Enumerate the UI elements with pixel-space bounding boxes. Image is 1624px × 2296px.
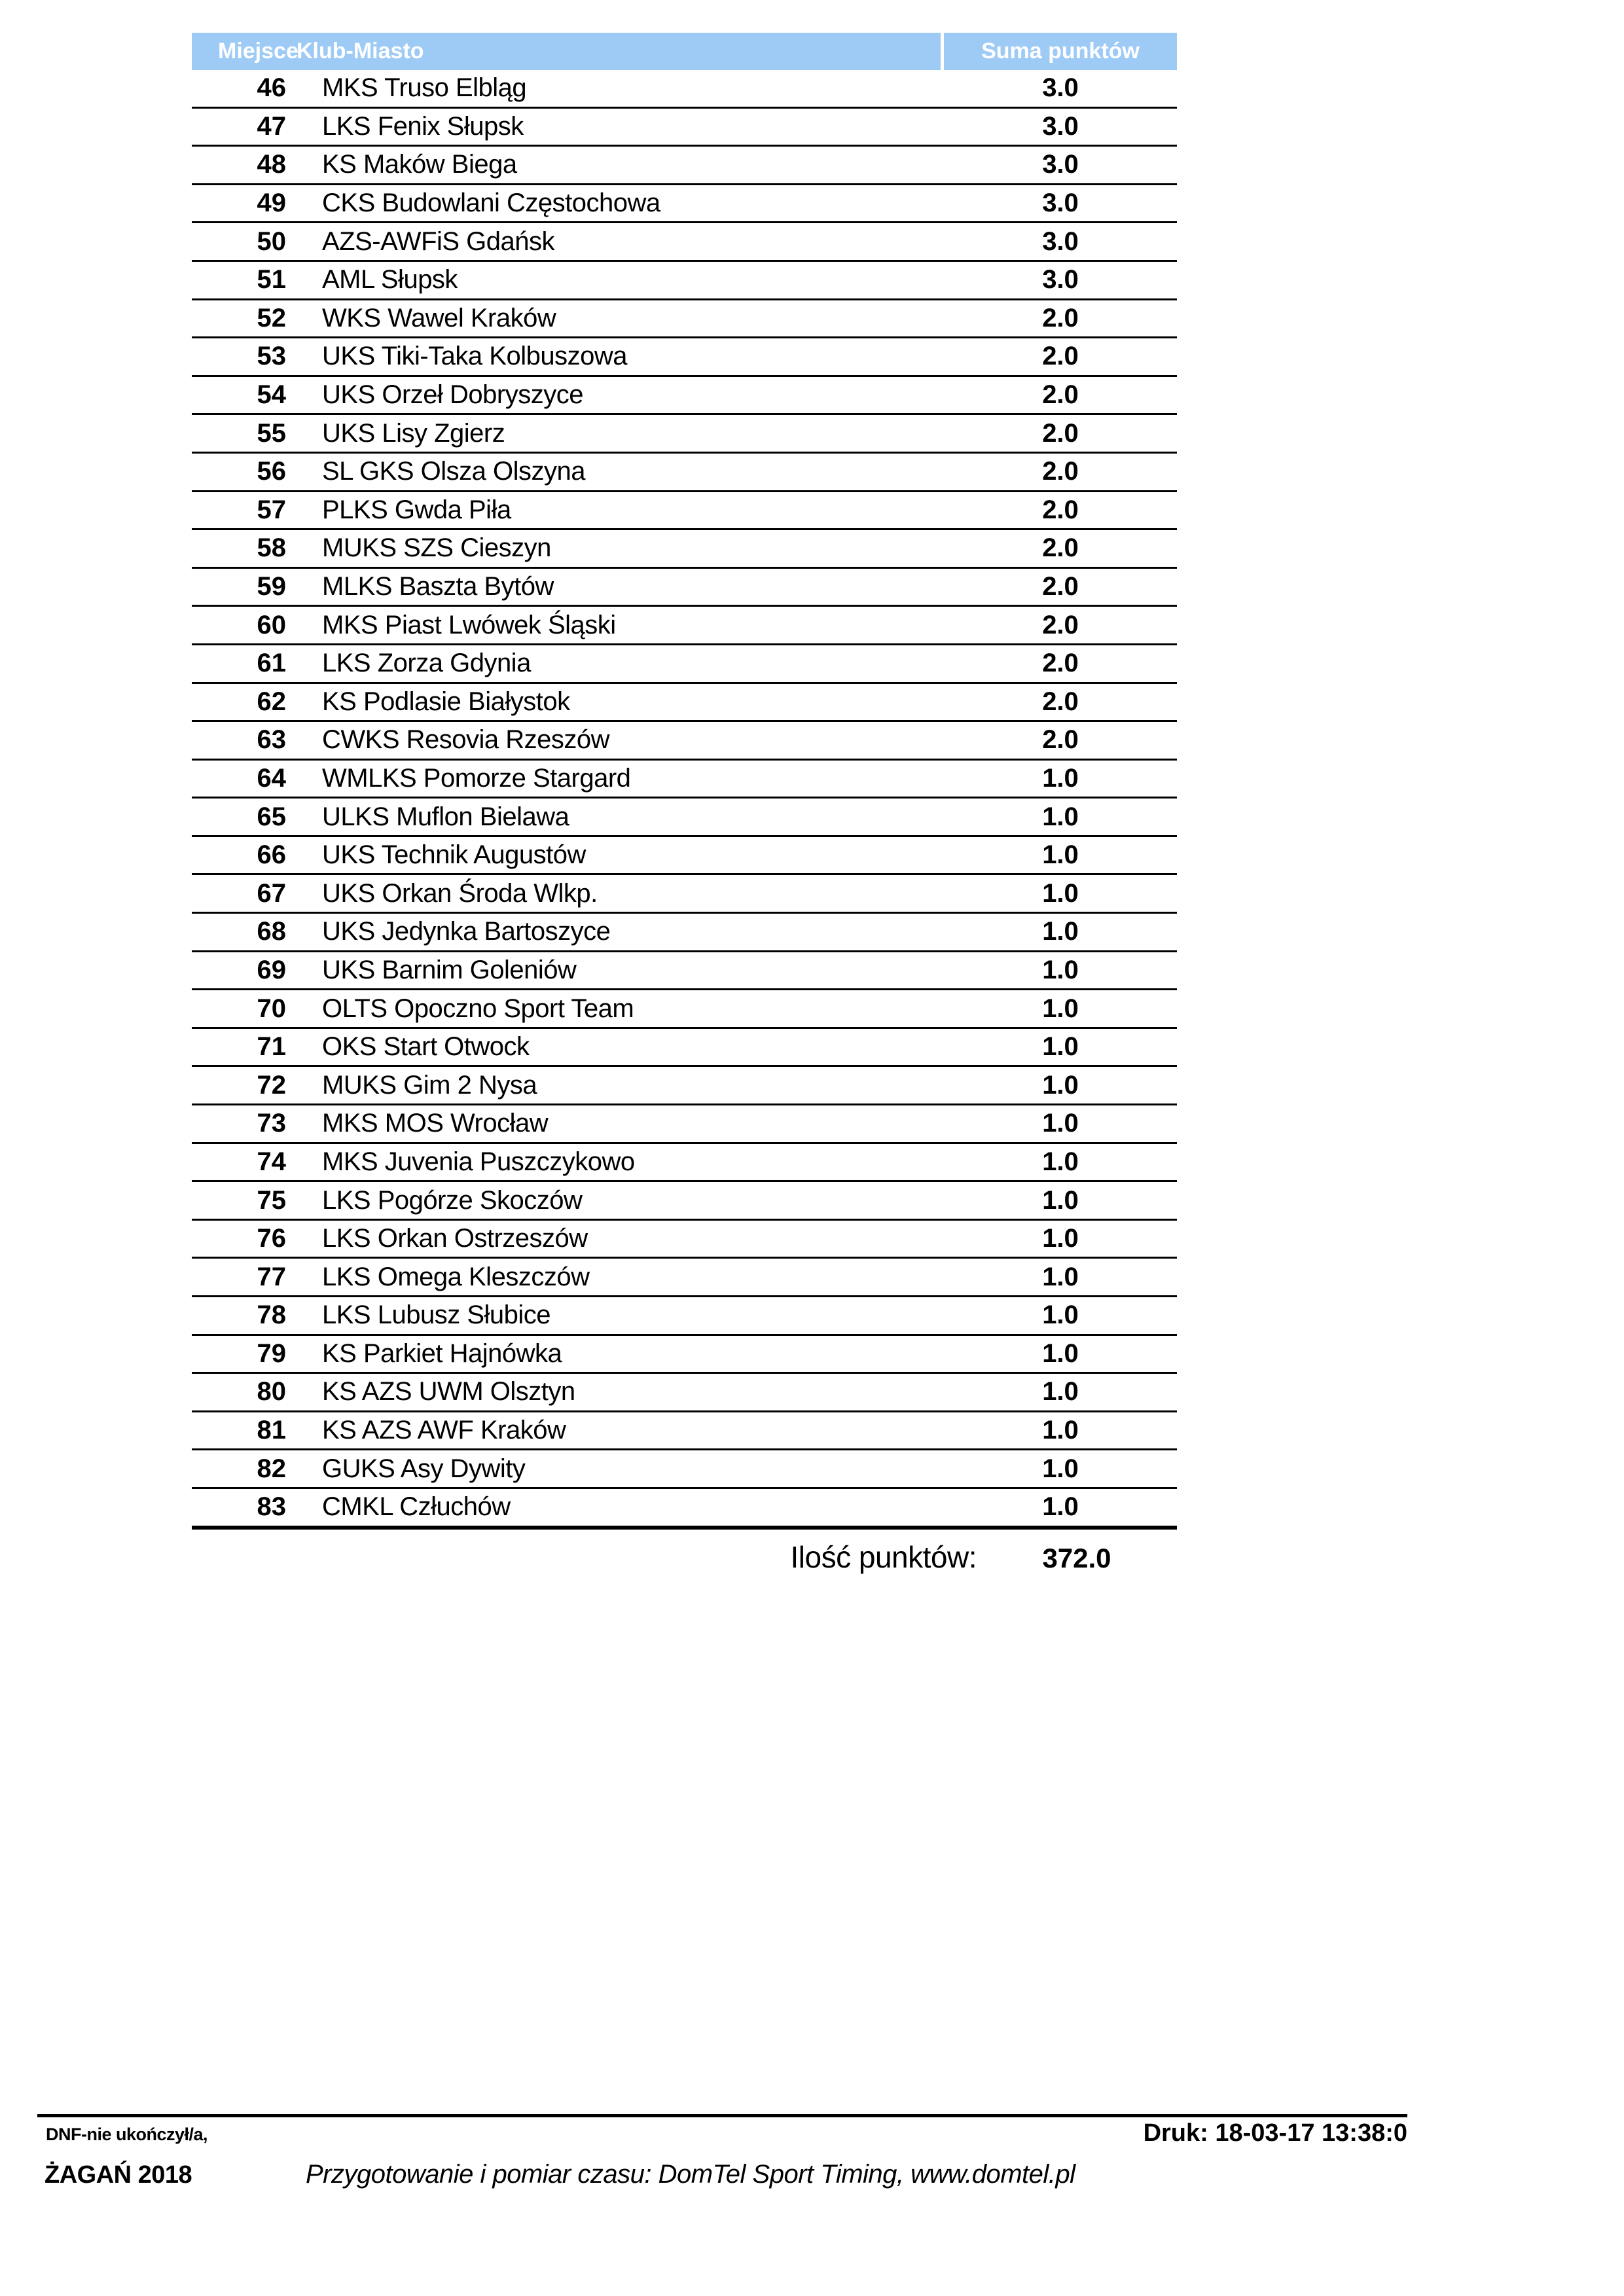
- cell-club: KS Podlasie Białystok: [322, 687, 570, 716]
- cell-points: 1.0: [1042, 802, 1079, 831]
- cell-points: 3.0: [1042, 73, 1079, 103]
- table-row: [192, 1336, 1177, 1374]
- table-row: [192, 645, 1177, 684]
- table-row: [192, 70, 1177, 109]
- cell-place: 63: [257, 725, 286, 755]
- table-row: [192, 185, 1177, 224]
- cell-place: 54: [257, 380, 286, 410]
- cell-club: MKS Truso Elbląg: [322, 73, 527, 103]
- cell-points: 2.0: [1042, 380, 1079, 410]
- cell-place: 59: [257, 572, 286, 601]
- cell-place: 70: [257, 994, 286, 1023]
- cell-place: 58: [257, 533, 286, 563]
- cell-points: 2.0: [1042, 457, 1079, 486]
- timing-credit: Przygotowanie i pomiar czasu: DomTel Sport Timing, www.domtel.pl: [306, 2160, 1075, 2189]
- event-name: ŻAGAŃ 2018: [45, 2161, 192, 2189]
- cell-points: 1.0: [1042, 1070, 1079, 1100]
- cell-club: LKS Fenix Słupsk: [322, 111, 524, 141]
- header-club: Klub-Miasto: [297, 39, 424, 63]
- cell-place: 56: [257, 457, 286, 486]
- cell-place: 49: [257, 188, 286, 218]
- cell-points: 2.0: [1042, 533, 1079, 563]
- cell-place: 69: [257, 955, 286, 984]
- table-row: [192, 761, 1177, 799]
- table-row: [192, 607, 1177, 645]
- cell-points: 1.0: [1042, 878, 1079, 908]
- cell-club: AZS-AWFiS Gdańsk: [322, 226, 555, 256]
- table-row: [192, 798, 1177, 837]
- table-row: [192, 1297, 1177, 1336]
- cell-points: 1.0: [1042, 1185, 1079, 1215]
- cell-club: MKS Piast Lwówek Śląski: [322, 610, 616, 639]
- cell-points: 1.0: [1042, 1454, 1079, 1483]
- cell-club: CKS Budowlani Częstochowa: [322, 188, 660, 218]
- cell-place: 67: [257, 878, 286, 908]
- cell-points: 1.0: [1042, 955, 1079, 984]
- table-row: [192, 1412, 1177, 1451]
- cell-place: 73: [257, 1109, 286, 1138]
- cell-points: 2.0: [1042, 303, 1079, 332]
- cell-place: 83: [257, 1492, 286, 1522]
- cell-points: 3.0: [1042, 111, 1079, 141]
- cell-club: UKS Technik Augustów: [322, 840, 586, 870]
- table-row: [192, 722, 1177, 761]
- cell-club: UKS Jedynka Bartoszyce: [322, 917, 611, 946]
- table-row: [192, 1182, 1177, 1221]
- footer-divider: [37, 2114, 1407, 2117]
- cell-club: OKS Start Otwock: [322, 1032, 530, 1062]
- cell-club: UKS Orzeł Dobryszyce: [322, 380, 583, 410]
- cell-points: 1.0: [1042, 1416, 1079, 1445]
- cell-club: UKS Tiki-Taka Kolbuszowa: [322, 342, 627, 371]
- cell-place: 52: [257, 303, 286, 332]
- cell-club: ULKS Muflon Bielawa: [322, 802, 569, 831]
- table-row: [192, 300, 1177, 339]
- cell-place: 60: [257, 610, 286, 639]
- cell-points: 2.0: [1042, 495, 1079, 524]
- table-row: [192, 1067, 1177, 1105]
- table-row: [192, 223, 1177, 262]
- cell-place: 48: [257, 150, 286, 179]
- cell-place: 79: [257, 1338, 286, 1368]
- cell-club: OLTS Opoczno Sport Team: [322, 994, 634, 1023]
- table-row: [192, 1450, 1177, 1489]
- points-summary: [192, 1539, 1177, 1575]
- cell-place: 77: [257, 1262, 286, 1291]
- table-row: [192, 377, 1177, 416]
- cell-points: 3.0: [1042, 226, 1079, 256]
- cell-club: MUKS Gim 2 Nysa: [322, 1070, 537, 1100]
- cell-points: 3.0: [1042, 150, 1079, 179]
- cell-club: LKS Pogórze Skoczów: [322, 1185, 583, 1215]
- cell-place: 65: [257, 802, 286, 831]
- cell-place: 68: [257, 917, 286, 946]
- cell-club: MKS MOS Wrocław: [322, 1109, 549, 1138]
- cell-place: 50: [257, 226, 286, 256]
- cell-place: 81: [257, 1416, 286, 1445]
- cell-points: 1.0: [1042, 1032, 1079, 1062]
- cell-club: LKS Omega Kleszczów: [322, 1262, 590, 1291]
- cell-points: 1.0: [1042, 1338, 1079, 1368]
- cell-club: AML Słupsk: [322, 265, 458, 295]
- table-row: [192, 1489, 1177, 1530]
- summary-label: Ilość punktów:: [790, 1540, 977, 1574]
- cell-place: 53: [257, 342, 286, 371]
- table-row: [192, 338, 1177, 377]
- print-timestamp: Druk: 18-03-17 13:38:0: [1143, 2119, 1407, 2147]
- table-row: [192, 530, 1177, 569]
- table-body: [192, 70, 1177, 1530]
- cell-club: WMLKS Pomorze Stargard: [322, 763, 631, 793]
- cell-club: PLKS Gwda Piła: [322, 495, 511, 524]
- cell-place: 76: [257, 1224, 286, 1253]
- cell-points: 1.0: [1042, 763, 1079, 793]
- table-row: [192, 1259, 1177, 1297]
- table-row: [192, 1144, 1177, 1183]
- table-row: [192, 1374, 1177, 1412]
- cell-club: MLKS Baszta Bytów: [322, 572, 554, 601]
- cell-club: LKS Lubusz Słubice: [322, 1300, 551, 1330]
- cell-points: 1.0: [1042, 1262, 1079, 1291]
- cell-club: MKS Juvenia Puszczykowo: [322, 1147, 635, 1176]
- cell-club: KS Parkiet Hajnówka: [322, 1338, 562, 1368]
- cell-club: KS Maków Biega: [322, 150, 517, 179]
- cell-place: 61: [257, 649, 286, 678]
- cell-place: 55: [257, 418, 286, 448]
- table-header-row: [192, 33, 1177, 70]
- table-row: [192, 569, 1177, 607]
- cell-points: 2.0: [1042, 725, 1079, 755]
- cell-points: 1.0: [1042, 1147, 1079, 1176]
- cell-place: 80: [257, 1377, 286, 1407]
- cell-club: CWKS Resovia Rzeszów: [322, 725, 610, 755]
- cell-club: WKS Wawel Kraków: [322, 303, 556, 332]
- table-row: [192, 875, 1177, 914]
- cell-place: 66: [257, 840, 286, 870]
- cell-points: 1.0: [1042, 840, 1079, 870]
- cell-points: 2.0: [1042, 610, 1079, 639]
- table-row: [192, 990, 1177, 1029]
- cell-points: 2.0: [1042, 649, 1079, 678]
- cell-points: 3.0: [1042, 265, 1079, 295]
- table-row: [192, 147, 1177, 185]
- header-points: Suma punktów: [981, 39, 1140, 63]
- results-table: [192, 33, 1177, 1530]
- cell-club: GUKS Asy Dywity: [322, 1454, 526, 1483]
- cell-points: 1.0: [1042, 994, 1079, 1023]
- cell-place: 64: [257, 763, 286, 793]
- dnf-legend: DNF-nie ukończył/a,: [46, 2125, 208, 2144]
- header-place: Miejsce: [218, 39, 298, 63]
- table-row: [192, 684, 1177, 723]
- cell-club: LKS Orkan Ostrzeszów: [322, 1224, 588, 1253]
- cell-club: KS AZS UWM Olsztyn: [322, 1377, 575, 1407]
- cell-points: 1.0: [1042, 1224, 1079, 1253]
- cell-place: 57: [257, 495, 286, 524]
- table-row: [192, 914, 1177, 952]
- cell-club: UKS Barnim Goleniów: [322, 955, 577, 984]
- cell-points: 2.0: [1042, 342, 1079, 371]
- table-row: [192, 492, 1177, 531]
- cell-place: 74: [257, 1147, 286, 1176]
- cell-points: 3.0: [1042, 188, 1079, 218]
- cell-place: 75: [257, 1185, 286, 1215]
- cell-club: CMKL Człuchów: [322, 1492, 511, 1522]
- table-row: [192, 1221, 1177, 1259]
- cell-place: 62: [257, 687, 286, 716]
- cell-club: SL GKS Olsza Olszyna: [322, 457, 585, 486]
- cell-points: 1.0: [1042, 1377, 1079, 1407]
- cell-place: 51: [257, 265, 286, 295]
- table-row: [192, 262, 1177, 300]
- cell-club: KS AZS AWF Kraków: [322, 1416, 566, 1445]
- cell-points: 1.0: [1042, 1492, 1079, 1522]
- cell-place: 47: [257, 111, 286, 141]
- table-row: [192, 837, 1177, 876]
- table-row: [192, 952, 1177, 991]
- table-row: [192, 415, 1177, 454]
- cell-points: 2.0: [1042, 418, 1079, 448]
- cell-points: 1.0: [1042, 1300, 1079, 1330]
- cell-club: LKS Zorza Gdynia: [322, 649, 531, 678]
- table-row: [192, 1029, 1177, 1067]
- cell-club: MUKS SZS Cieszyn: [322, 533, 551, 563]
- cell-points: 2.0: [1042, 687, 1079, 716]
- table-row: [192, 109, 1177, 147]
- cell-club: UKS Lisy Zgierz: [322, 418, 505, 448]
- cell-club: UKS Orkan Środa Wlkp.: [322, 878, 598, 908]
- table-row: [192, 1105, 1177, 1144]
- cell-points: 1.0: [1042, 1109, 1079, 1138]
- cell-place: 78: [257, 1300, 286, 1330]
- cell-place: 72: [257, 1070, 286, 1100]
- cell-place: 82: [257, 1454, 286, 1483]
- cell-points: 1.0: [1042, 917, 1079, 946]
- table-row: [192, 454, 1177, 492]
- cell-place: 46: [257, 73, 286, 103]
- cell-points: 2.0: [1042, 572, 1079, 601]
- cell-place: 71: [257, 1032, 286, 1062]
- summary-value: 372.0: [1042, 1543, 1111, 1573]
